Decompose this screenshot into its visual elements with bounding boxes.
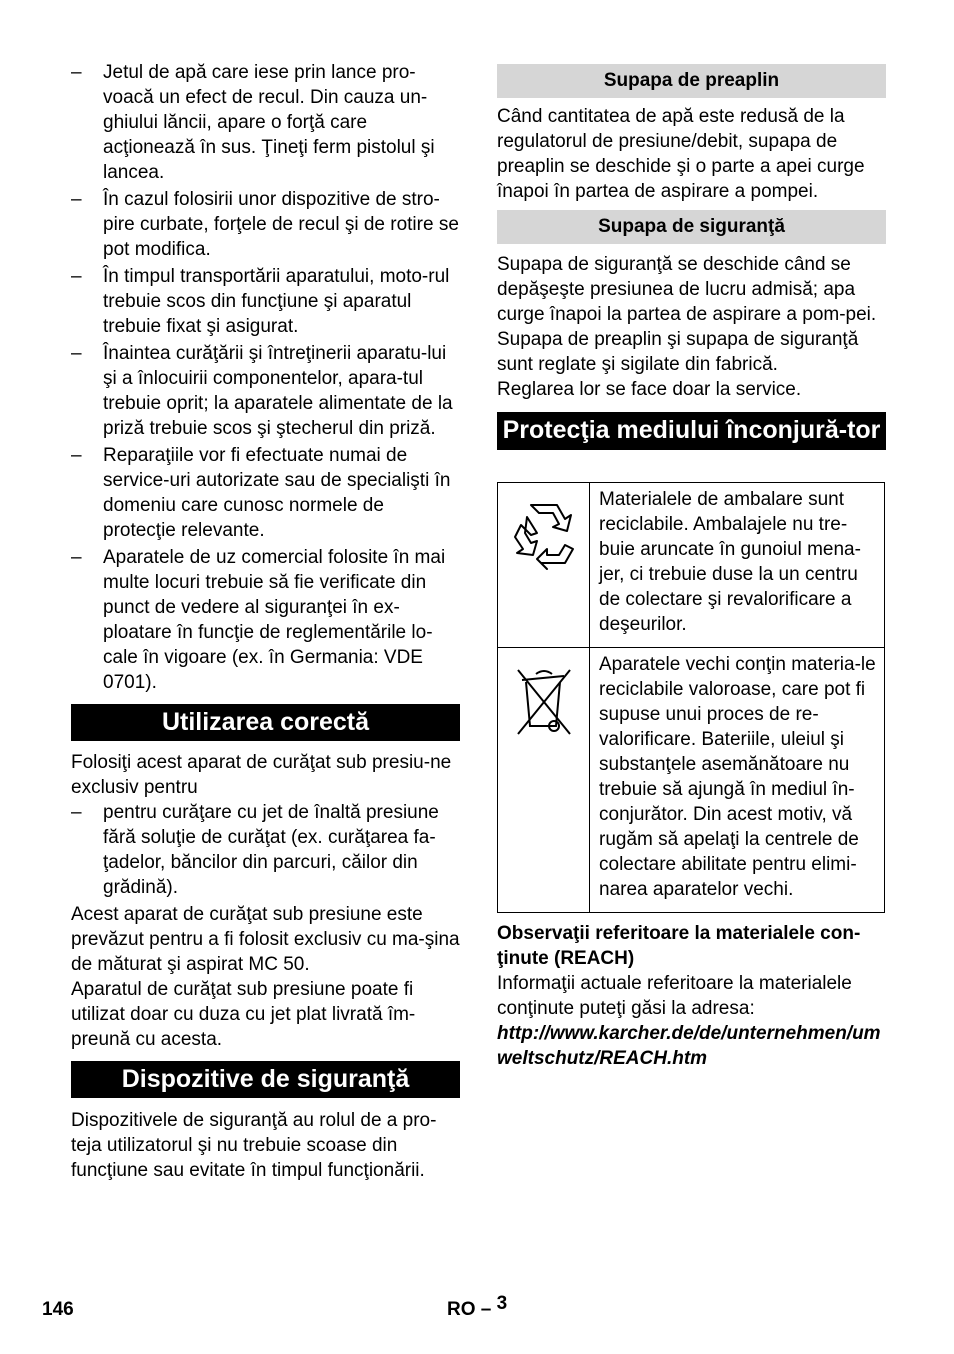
section-heading-proper-use: Utilizarea corectă xyxy=(71,704,460,741)
crossed-bin-icon xyxy=(512,662,576,742)
paragraph: Aparatul de curăţat sub presiune poate fi utilizat doar cu duza cu jet plat livrată îm-preună cu acesta. xyxy=(71,979,416,1050)
safety-bullet-list xyxy=(71,60,460,695)
subheading-overflow-valve: Supapa de preaplin xyxy=(497,64,886,98)
list-item: – pentru curăţare cu jet de înaltă presiune fără soluţie de curăţat (ex. curăţarea fa-ţadelor, băncilor din parcuri, căilor din grădină). xyxy=(71,802,439,898)
list-item: – Reparaţiile vor fi efectuate numai de service-uri autorizate sau de specialişti în domeniu care cunosc normele de protecţie relevante. xyxy=(71,445,451,541)
table-row xyxy=(498,648,885,913)
reach-link[interactable]: http://www.karcher.de/de/unternehmen/umweltschutz/REACH.htm xyxy=(497,1023,881,1069)
paragraph: Supapa de preaplin şi supapa de siguranţă sunt reglate şi sigilate din fabrică. xyxy=(497,329,859,375)
list-item: – Înaintea curăţării şi întreţinerii aparatu-lui şi a înlocuirii componentelor, apara-tul trebuie oprit; la aparatele alimentate de la priză trebuie scos şi ştecherul din priză. xyxy=(71,343,453,439)
table-row xyxy=(498,483,885,648)
icon-cell xyxy=(498,483,590,648)
reach-heading: Observaţii referitoare la materialele con-ţinute (REACH) xyxy=(497,923,861,969)
language-code: RO xyxy=(447,1299,476,1320)
list-item: – În timpul transportării aparatului, moto-rul trebuie scos din funcţiune şi aparatul trebuie fixat şi asigurat. xyxy=(71,266,450,337)
paragraph: Dispozitivele de siguranţă au rolul de a pro-teja utilizatorul şi nu trebuie scoase din funcţiune sau evitate în timpul funcţionării. xyxy=(71,1110,437,1181)
right-column xyxy=(497,60,886,1071)
recycle-icon xyxy=(507,497,581,571)
separator: – xyxy=(480,1299,492,1320)
disposal-text: Aparatele vechi conţin materia-le reciclabile valoroase, care pot fi supuse unui proces de re-valorificare. Bateriile, uleiul şi substanţele asemănătoare nu trebuie să ajungă în mediul în-conjurător. Din acest motiv, vă rugăm să apelaţi la centrele de colectare abilitate pentru elimi-narea aparatelor vechi. xyxy=(590,648,885,913)
sub-page-number: 3 xyxy=(496,1293,508,1314)
paragraph: Acest aparat de curăţat sub presiune este prevăzut pentru a fi folosit exclusiv cu ma-şina de măturat şi aspirat MC 50. xyxy=(71,904,460,975)
use-bullet-list xyxy=(71,800,460,900)
list-item: – În cazul folosirii unor dispozitive de stro-pire curbate, forţele de recul şi de rotire se pot modifica. xyxy=(71,189,459,260)
paragraph: Informaţii actuale referitoare la materialele conţinute puteţi găsi la adresa: xyxy=(497,973,852,1019)
environment-table xyxy=(497,482,885,913)
list-item: – Aparatele de uz comercial folosite în mai multe locuri trebuie să fie verificate din punct de vedere al siguranţei în ex-ploatare în funcţie de reglementările lo-cale în vigoare (ex. în Germania: VDE 0701). xyxy=(71,547,446,693)
recycle-text: Materialele de ambalare sunt reciclabile. Ambalajele nu tre-buie aruncate în gunoiul mena-jer, ci trebuie duse la un centru de colectare şi revalorificare a deşeurilor. xyxy=(590,483,885,648)
section-heading-environment: Protecţia mediului înconjură-tor xyxy=(497,412,886,450)
paragraph: Când cantitatea de apă este redusă de la regulatorul de presiune/debit, supapa de preaplin se deschide şi o parte a apei curge înapoi în partea de aspirare a pompei. xyxy=(497,106,865,202)
subheading-safety-valve: Supapa de siguranţă xyxy=(497,210,886,244)
left-column xyxy=(71,60,460,1183)
section-heading-safety-devices: Dispozitive de siguranţă xyxy=(71,1061,460,1098)
icon-cell xyxy=(498,648,590,913)
paragraph: Supapa de siguranţă se deschide când se depăşeşte presiunea de lucru admisă; apa curge înapoi la partea de aspirare a pom-pei. xyxy=(497,254,877,325)
page-footer-label xyxy=(447,1293,508,1322)
page-number: 146 xyxy=(42,1299,74,1320)
paragraph: Reglarea lor se face doar la service. xyxy=(497,379,802,400)
list-item: – Jetul de apă care iese prin lance pro-voacă un efect de recul. Din cauza un-ghiului lăncii, apare o forţă care acţionează în sus. Ţineţi ferm pistolul şi lancea. xyxy=(71,62,435,183)
paragraph: Folosiţi acest aparat de curăţat sub presiu-ne exclusiv pentru xyxy=(71,752,452,798)
